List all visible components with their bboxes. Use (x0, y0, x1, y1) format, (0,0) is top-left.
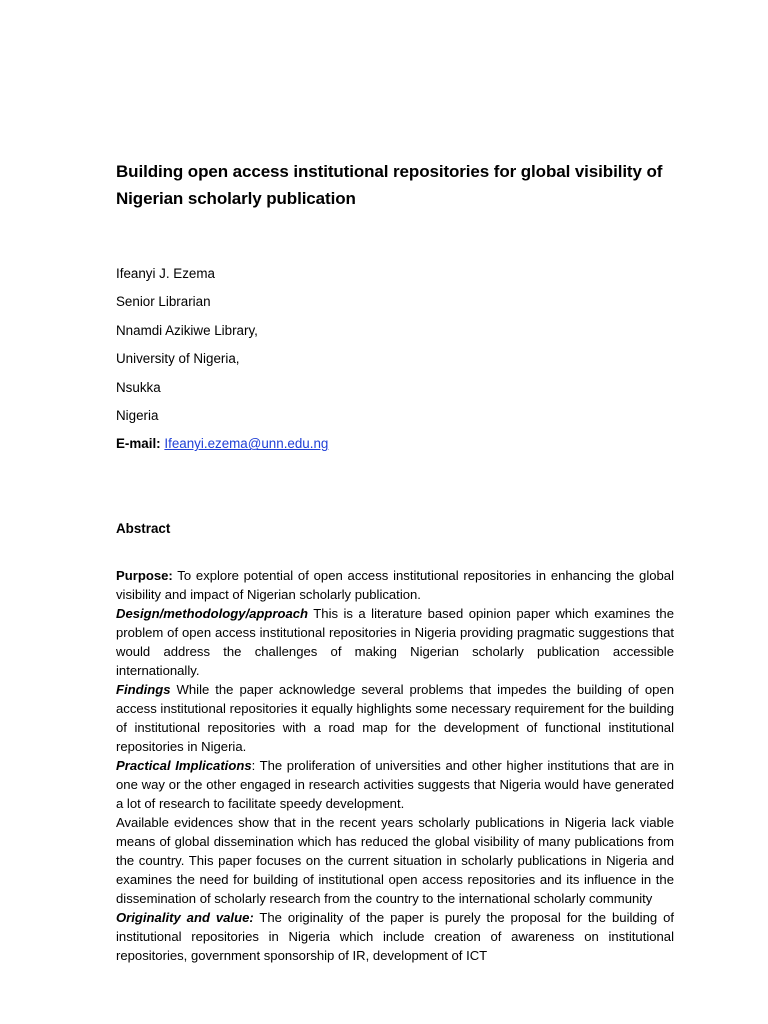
section-text: Available evidences show that in the recent years scholarly publications in Nigeria lack viable means of global dissemination which has reduced the global visibility of many publications from the country. This paper focuses on the current situation in scholarly publications in Nigeria and examines the need for building of institutional open access repositories and its influence in the dissemination of scholarly research from the country to the international scholarly community (116, 815, 674, 906)
document-page (116, 0, 674, 1024)
author-country: Nigeria (116, 407, 159, 423)
author-info (116, 262, 674, 461)
abstract-evidence (116, 813, 674, 908)
abstract-body (116, 566, 674, 965)
abstract-originality (116, 908, 674, 965)
abstract-heading: Abstract (116, 521, 171, 536)
author-name: Ifeanyi J. Ezema (116, 266, 215, 281)
section-text: While the paper acknowledge several problems that impedes the building of open access institutional repositories it equally highlights some necessary requirement for the building of institutional repositories with a road map for the development of functional institutional repositories in Nigeria. (116, 682, 674, 754)
abstract-practical-implications (116, 756, 674, 813)
abstract-findings (116, 680, 674, 756)
section-label: Purpose: (116, 568, 173, 583)
email-link[interactable]: Ifeanyi.ezema@unn.edu.ng (164, 436, 329, 452)
abstract-purpose (116, 566, 674, 604)
paper-title: Building open access institutional repositories for global visibility of Nigerian scholarly publication (116, 162, 663, 208)
author-city: Nsukka (116, 379, 161, 395)
author-library: Nnamdi Azikiwe Library, (116, 322, 258, 338)
section-label: Originality and value: (116, 910, 254, 925)
section-label: Findings (116, 682, 171, 697)
author-position: Senior Librarian (116, 294, 211, 310)
abstract-design (116, 604, 674, 680)
section-text: : The proliferation of universities and other higher institutions that are in one way or the other engaged in research activities suggests that Nigeria would have generated a lot of research to facilitate speedy development. (116, 758, 674, 811)
email-label: E-mail: (116, 436, 161, 452)
section-label: Design/methodology/approach (116, 606, 309, 621)
author-email-line (116, 432, 674, 460)
section-label: Practical Implications (116, 758, 252, 773)
section-text: The originality of the paper is purely the proposal for the building of institutional repositories in Nigeria which include creation of awareness on institutional repositories, government sponsorship of IR, development of ICT (116, 910, 674, 963)
section-text: This is a literature based opinion paper which examines the problem of open access institutional repositories in Nigeria providing pragmatic suggestions that would address the challenges of making Nigerian scholarly publication accessible internationally. (116, 606, 674, 678)
author-university: University of Nigeria, (116, 351, 240, 367)
section-text: To explore potential of open access institutional repositories in enhancing the global visibility and impact of Nigerian scholarly publication. (116, 568, 674, 602)
